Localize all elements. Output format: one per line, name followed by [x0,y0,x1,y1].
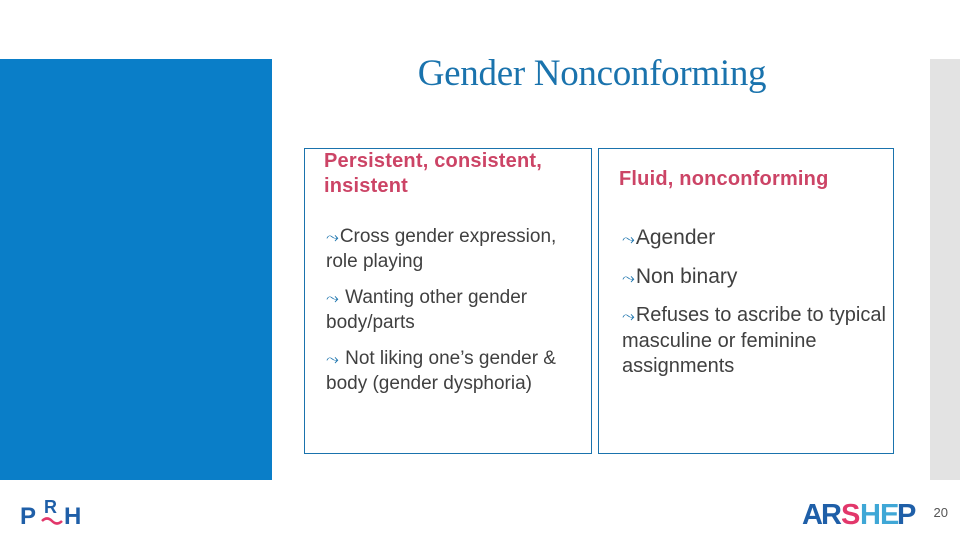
swoosh-bullet-icon: ⤳ [622,308,635,325]
swoosh-bullet-icon: ⤳ [622,270,635,287]
svg-text:H: H [64,503,82,530]
left-column-header: Persistent, consistent, insistent [324,150,542,197]
list-item [326,225,591,274]
list-item-text: Cross gender expression, role playing [326,226,557,272]
right-column-box [598,148,894,454]
list-item [326,347,591,396]
svg-text:H: H [860,499,881,531]
list-item [622,264,892,291]
right-bullet-list [622,225,892,391]
slide-title: Gender Nonconforming [417,53,767,94]
list-item-text: Refuses to ascribe to typical masculine or feminine assignments [622,304,886,377]
svg-text:R: R [821,499,842,531]
svg-text:E: E [880,499,900,531]
right-column-header: Fluid, nonconforming [619,168,829,190]
list-item-text: Non binary [635,265,738,288]
left-accent-band [0,59,272,480]
list-item-text: Agender [635,226,716,249]
svg-text:R: R [44,497,57,517]
right-gray-band [930,59,960,480]
list-item [622,225,892,252]
swoosh-bullet-icon: ⤳ [326,351,339,368]
svg-text:P: P [20,503,37,530]
svg-text:P: P [897,499,917,531]
svg-text:S: S [841,499,861,531]
swoosh-bullet-icon: ⤳ [326,229,339,246]
list-item [622,303,892,379]
page-number: 20 [933,505,948,520]
list-item-text: Not liking one’s gender & body (gender dysphoria) [326,348,556,394]
list-item-text: Wanting other gender body/parts [326,287,528,333]
swoosh-bullet-icon: ⤳ [622,231,635,248]
swoosh-bullet-icon: ⤳ [326,290,339,307]
prh-logo [20,495,90,531]
left-bullet-list [326,225,591,408]
arshep-logo [802,496,917,531]
list-item [326,286,591,335]
left-column-box [304,148,592,454]
svg-text:A: A [802,499,823,531]
